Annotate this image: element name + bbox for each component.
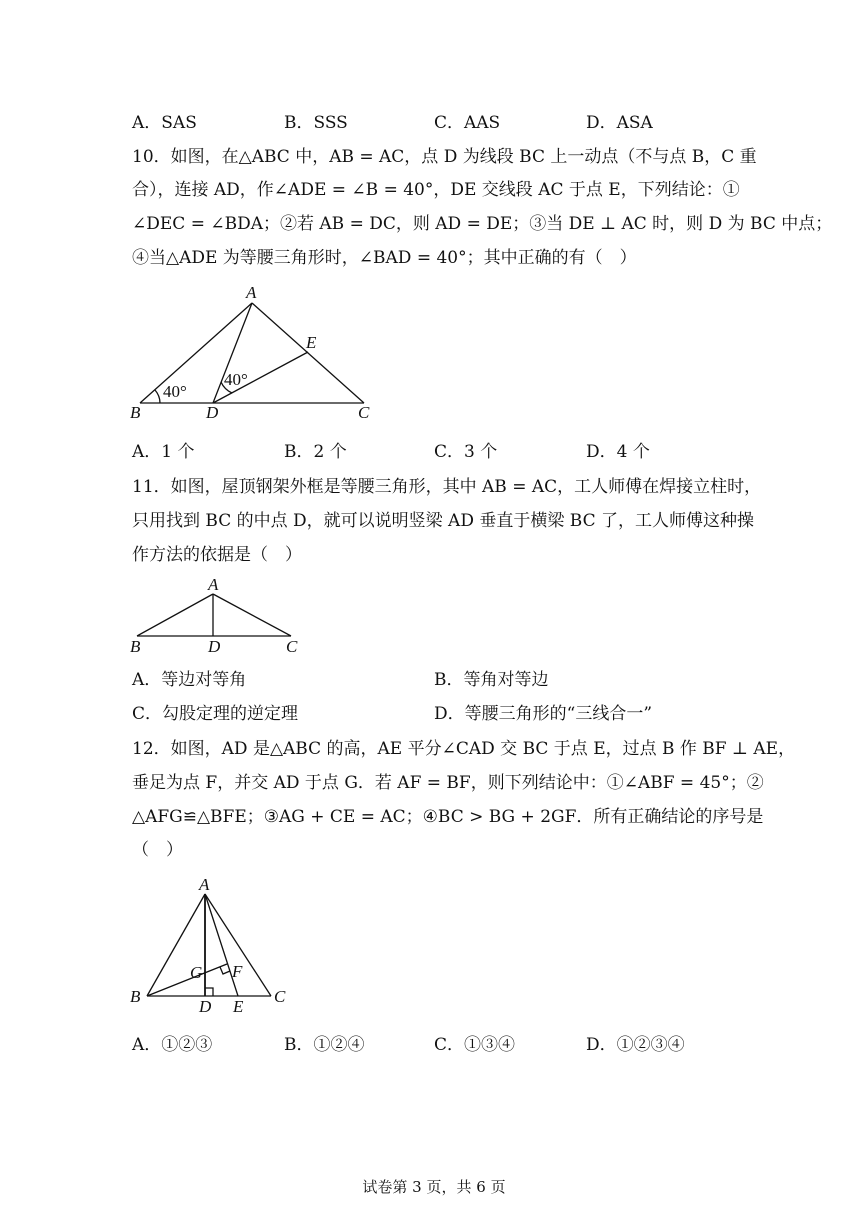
q10-option-b: B．2 个 bbox=[284, 442, 347, 462]
q10-segment-ac bbox=[252, 303, 364, 403]
q11-stem-line3: 作方法的依据是（ ） bbox=[132, 545, 302, 565]
q10-angle-label-ade: 40° bbox=[224, 370, 248, 389]
q10-stem-line2: 合），连接 AD，作∠ADE = ∠B = 40°，DE 交线段 AC 于点 E，下列结论：① bbox=[132, 180, 740, 200]
q12-figure bbox=[120, 872, 300, 1017]
q11-label-d: D bbox=[208, 637, 221, 656]
q10-figure bbox=[120, 280, 390, 425]
q12-label-d: D bbox=[199, 997, 212, 1016]
q12-right-angle-d-icon bbox=[205, 988, 213, 996]
q10-label-b: B bbox=[130, 403, 141, 422]
q10-label-d: D bbox=[206, 403, 219, 422]
q12-label-g: G bbox=[190, 963, 203, 982]
q12-stem-line2: 垂足为点 F，并交 AD 于点 G．若 AF = BF，则下列结论中：①∠ABF = 45°；② bbox=[132, 773, 764, 793]
page-footer: 试卷第 3 页，共 6 页 bbox=[362, 1178, 506, 1196]
q12-label-f: F bbox=[232, 962, 243, 981]
q12-label-c: C bbox=[274, 987, 286, 1006]
q11-figure bbox=[120, 572, 320, 660]
q10-option-d: D．4 个 bbox=[586, 442, 650, 462]
q12-label-e: E bbox=[233, 997, 244, 1016]
q10-option-c: C．3 个 bbox=[434, 442, 498, 462]
q9-option-d: D．ASA bbox=[586, 113, 653, 133]
q10-label-e: E bbox=[306, 333, 317, 352]
q12-label-b: B bbox=[130, 987, 141, 1006]
q9-option-a: A．SAS bbox=[132, 113, 197, 133]
q11-stem-line1: 11．如图，屋顶钢架外框是等腰三角形，其中 AB = AC，工人师傅在焊接立柱时， bbox=[132, 477, 762, 497]
q12-option-b: B．①②④ bbox=[284, 1035, 365, 1055]
q11-option-c: C．勾股定理的逆定理 bbox=[132, 704, 299, 724]
q10-label-a: A bbox=[246, 283, 257, 302]
q10-angle-label-b: 40° bbox=[163, 382, 187, 401]
q9-option-b: B．SSS bbox=[284, 113, 348, 133]
q11-segment-ab bbox=[137, 594, 213, 636]
q10-stem-line1: 10．如图，在△ABC 中，AB = AC，点 D 为线段 BC 上一动点（不与点 B，C 重 bbox=[132, 147, 757, 167]
q10-angle-b-arc bbox=[155, 390, 160, 403]
q11-label-b: B bbox=[130, 637, 141, 656]
q11-option-d: D．等腰三角形的“三线合一” bbox=[434, 704, 653, 724]
q10-stem-line3: ∠DEC = ∠BDA；②若 AB = DC，则 AD = DE；③当 DE ⊥ AC 时，则 D 为 BC 中点； bbox=[132, 214, 833, 234]
q9-option-c: C．AAS bbox=[434, 113, 501, 133]
q11-segment-ac bbox=[213, 594, 291, 636]
q12-segment-bf bbox=[147, 964, 227, 996]
q10-option-a: A．1 个 bbox=[132, 442, 195, 462]
q10-label-c: C bbox=[358, 403, 370, 422]
q12-option-c: C．①③④ bbox=[434, 1035, 516, 1055]
q12-stem-line1: 12．如图，AD 是△ABC 的高，AE 平分∠CAD 交 BC 于点 E，过点 B 作 BF ⊥ AE， bbox=[132, 739, 796, 759]
q11-option-b: B．等角对等边 bbox=[434, 670, 549, 690]
q12-stem-line3: △AFG≌△BFE；③AG + CE = AC；④BC > BG + 2GF．所有正确结论的序号是 bbox=[132, 807, 764, 827]
q11-stem-line2: 只用找到 BC 的中点 D，就可以说明竖梁 AD 垂直于横梁 BC 了，工人师傅这种操 bbox=[132, 511, 754, 531]
q12-option-d: D．①②③④ bbox=[586, 1035, 685, 1055]
q11-label-a: A bbox=[208, 575, 219, 594]
q11-label-c: C bbox=[286, 637, 298, 656]
q12-stem-line4: （ ） bbox=[132, 840, 183, 860]
q10-stem-line4: ④当△ADE 为等腰三角形时，∠BAD = 40°；其中正确的有（ ） bbox=[132, 248, 637, 268]
q12-option-a: A．①②③ bbox=[132, 1035, 213, 1055]
q12-label-a: A bbox=[199, 875, 210, 894]
q11-option-a: A．等边对等角 bbox=[132, 670, 247, 690]
